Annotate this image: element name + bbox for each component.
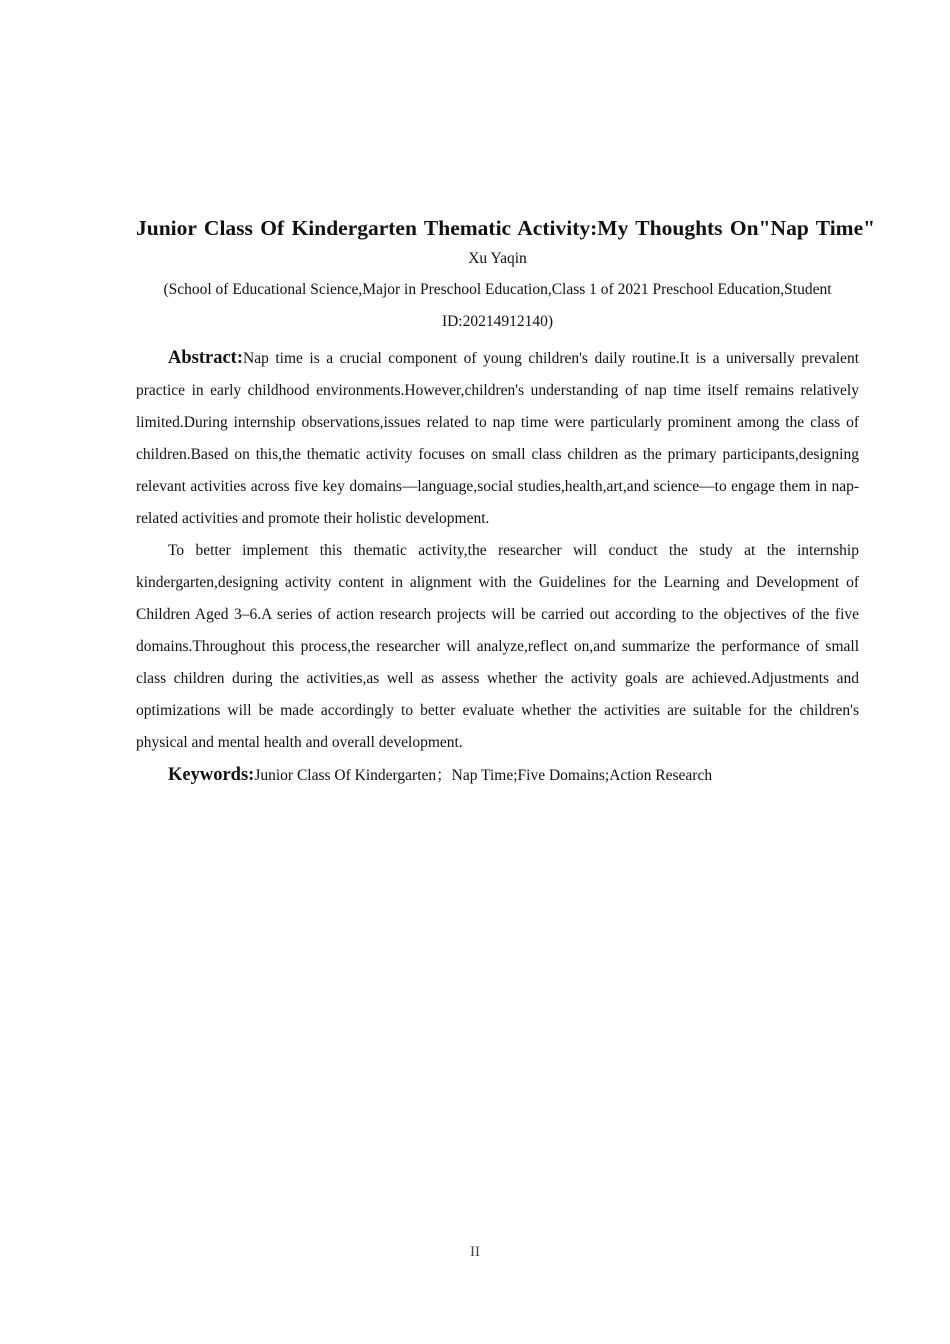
abstract-paragraph: [136, 342, 859, 535]
body-paragraph-2: To better implement this thematic activity,the researcher will conduct the study at the internship kindergarten,designing activity content in alignment with the Guidelines for the Learning and Development of Children Aged 3–6.A series of action research projects will be carried out according to the objectives of the five domains.Throughout this process,the researcher will analyze,reflect on,and summarize the performance of small class children during the activities,as well as assess whether the activity goals are achieved.Adjustments and optimizations will be made accordingly to better evaluate whether the activities are suitable for the children's physical and mental health and overall development.: [136, 542, 859, 751]
abstract-label: Abstract:: [168, 348, 244, 368]
keywords-text: Junior Class Of Kindergarten；Nap Time;Five Domains;Action Research: [254, 767, 713, 784]
document-page: [136, 212, 876, 792]
keywords-line: [136, 759, 859, 792]
author-name: Xu Yaqin: [468, 250, 527, 267]
abstract-text: Nap time is a crucial component of young children's daily routine.It is a universally prevalent practice in early childhood environments.However,children's understanding of nap time itself remains relatively limited.During internship observations,issues related to nap time were particularly prominent among the class of children.Based on this,the thematic activity focuses on small class children as the primary participants,designing relevant activities across five key domains—language,social studies,health,art,and science—to engage them in nap-related activities and promote their holistic development.: [136, 350, 859, 527]
keywords-label: Keywords:: [168, 765, 255, 785]
page-number: II: [470, 1244, 480, 1260]
paper-title: Junior Class Of Kindergarten Thematic Activity:My Thoughts On"Nap Time": [136, 216, 876, 240]
author-affiliation: (School of Educational Science,Major in Preschool Education,Class 1 of 2021 Preschool Education,Student ID:20214912140): [163, 281, 832, 330]
